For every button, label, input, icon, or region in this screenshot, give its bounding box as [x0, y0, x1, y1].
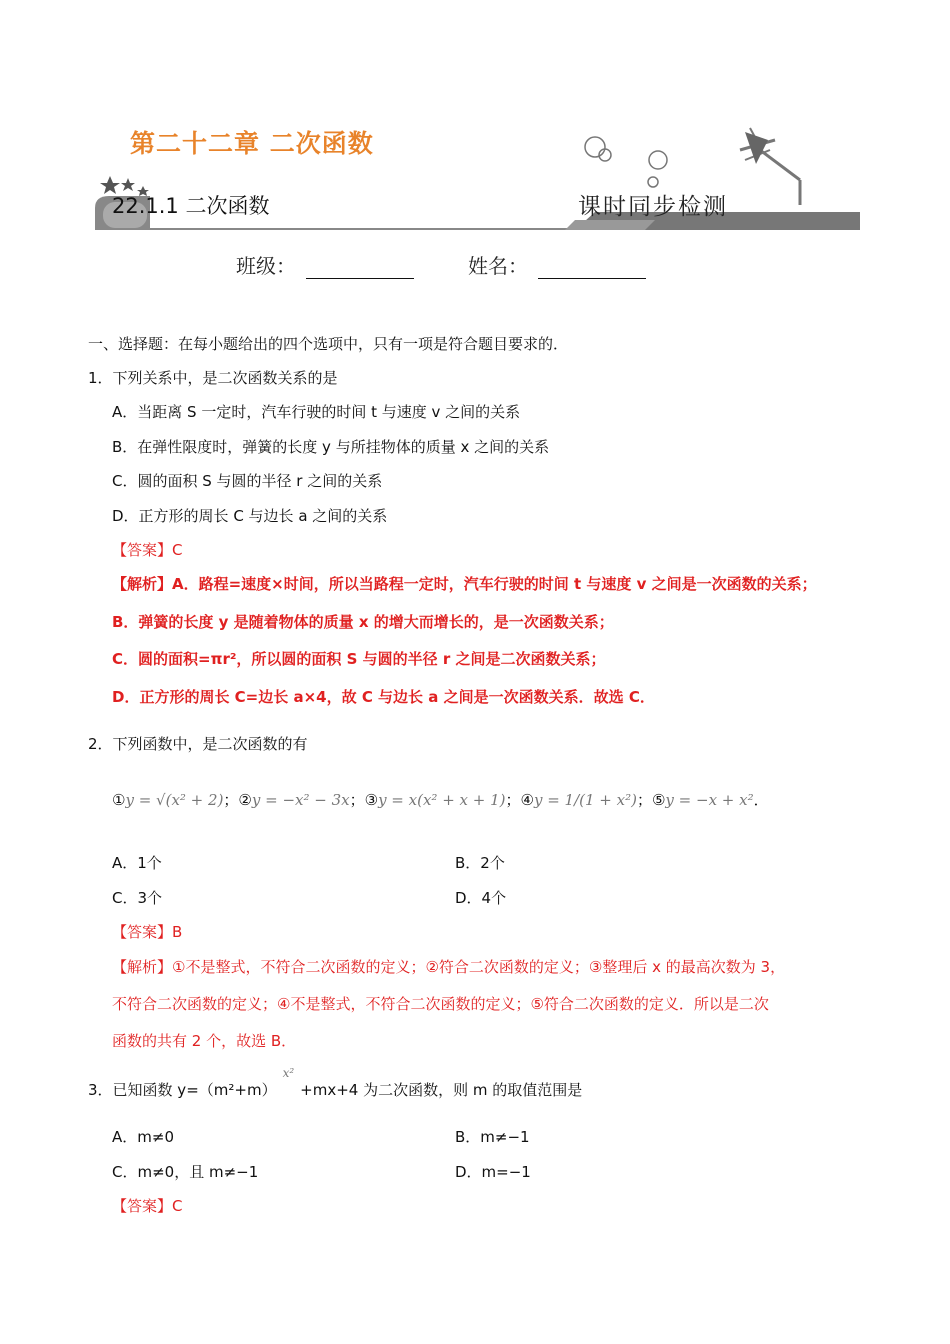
q2-explanation-1: 【解析】①不是整式，不符合二次函数的定义；②符合二次函数的定义；③整理后 x 的最高次数为 3， — [112, 958, 786, 976]
q2-sep-1: ；② — [223, 791, 252, 809]
q1-option-a: A．当距离 S 一定时，汽车行驶的时间 t 与速度 v 之间的关系 — [112, 403, 521, 421]
q2-sep-2: ；③ — [349, 791, 379, 809]
name-blank[interactable] — [538, 258, 646, 279]
q3-stem-b: +mx+4 为二次函数，则 m 的取值范围是 — [300, 1081, 583, 1099]
q1-explanation-3: C．圆的面积=πr²，所以圆的面积 S 与圆的半径 r 之间是二次函数关系； — [112, 650, 606, 668]
class-field — [236, 250, 414, 279]
class-label: 班级： — [236, 254, 296, 278]
q2-formula-line — [112, 790, 769, 810]
section-title: 22.1.1 二次函数 — [112, 194, 270, 218]
q2-explanation-3: 函数的共有 2 个，故选 B． — [112, 1032, 297, 1050]
q2-sep-5: ． — [753, 791, 769, 809]
q3-stem-a: 3．已知函数 y=（m²+m） — [88, 1081, 277, 1099]
sync-title: 课时同步检测 — [578, 194, 728, 220]
q3-stem-exponent: x² — [282, 1066, 295, 1080]
q1-option-b: B．在弹性限度时，弹簧的长度 y 与所挂物体的质量 x 之间的关系 — [112, 438, 550, 456]
name-field — [468, 250, 646, 279]
q1-explanation-4: D．正方形的周长 C=边长 a×4，故 C 与边长 a 之间是一次函数关系．故选 C． — [112, 688, 655, 706]
name-label: 姓名： — [468, 254, 528, 278]
q3-stem — [88, 1066, 583, 1101]
q2-formula-2: y = −x² − 3x — [251, 791, 350, 809]
q2-sep-3: ；④ — [505, 791, 534, 809]
q3-option-b: B．m≠−1 — [455, 1128, 530, 1146]
q2-mark-1: ① — [112, 791, 126, 809]
q3-option-c: C．m≠0，且 m≠−1 — [112, 1163, 259, 1181]
part1-heading: 一、选择题：在每小题给出的四个选项中，只有一项是符合题目要求的． — [88, 335, 569, 353]
q2-formula-1: y = √(x² + 2) — [125, 791, 224, 809]
q2-option-c: C．3个 — [112, 889, 163, 907]
chapter-title: 第二十二章 二次函数 — [130, 129, 374, 158]
q2-option-d: D．4个 — [455, 889, 507, 907]
q3-option-a: A．m≠0 — [112, 1128, 174, 1146]
q1-explanation-2: B．弹簧的长度 y 是随着物体的质量 x 的增大而增长的，是一次函数关系； — [112, 613, 614, 631]
q2-option-b: B．2个 — [455, 854, 505, 872]
q2-formula-4: y = 1/(1 + x²) — [533, 791, 637, 809]
q1-option-d: D．正方形的周长 C 与边长 a 之间的关系 — [112, 507, 388, 525]
q2-answer: 【答案】B — [112, 923, 183, 941]
q1-answer: 【答案】C — [112, 541, 183, 559]
q1-stem: 1．下列关系中，是二次函数关系的是 — [88, 369, 338, 387]
q3-option-d: D．m=−1 — [455, 1163, 531, 1181]
q2-sep-4: ；⑤ — [636, 791, 666, 809]
q1-option-c: C．圆的面积 S 与圆的半径 r 之间的关系 — [112, 472, 383, 490]
q2-explanation-2: 不符合二次函数的定义；④不是整式，不符合二次函数的定义；⑤符合二次函数的定义．所以是二次 — [112, 995, 769, 1013]
q2-formula-5: y = −x + x² — [665, 791, 754, 809]
class-blank[interactable] — [306, 258, 414, 279]
q1-explanation-1: 【解析】A．路程=速度×时间，所以当路程一定时，汽车行驶的时间 t 与速度 v 之间是一次函数的关系； — [112, 575, 817, 593]
q2-stem: 2．下列函数中，是二次函数的有 — [88, 735, 308, 753]
q3-answer: 【答案】C — [112, 1197, 183, 1215]
q2-option-a: A．1个 — [112, 854, 162, 872]
q2-formula-3: y = x(x² + x + 1) — [378, 791, 506, 809]
